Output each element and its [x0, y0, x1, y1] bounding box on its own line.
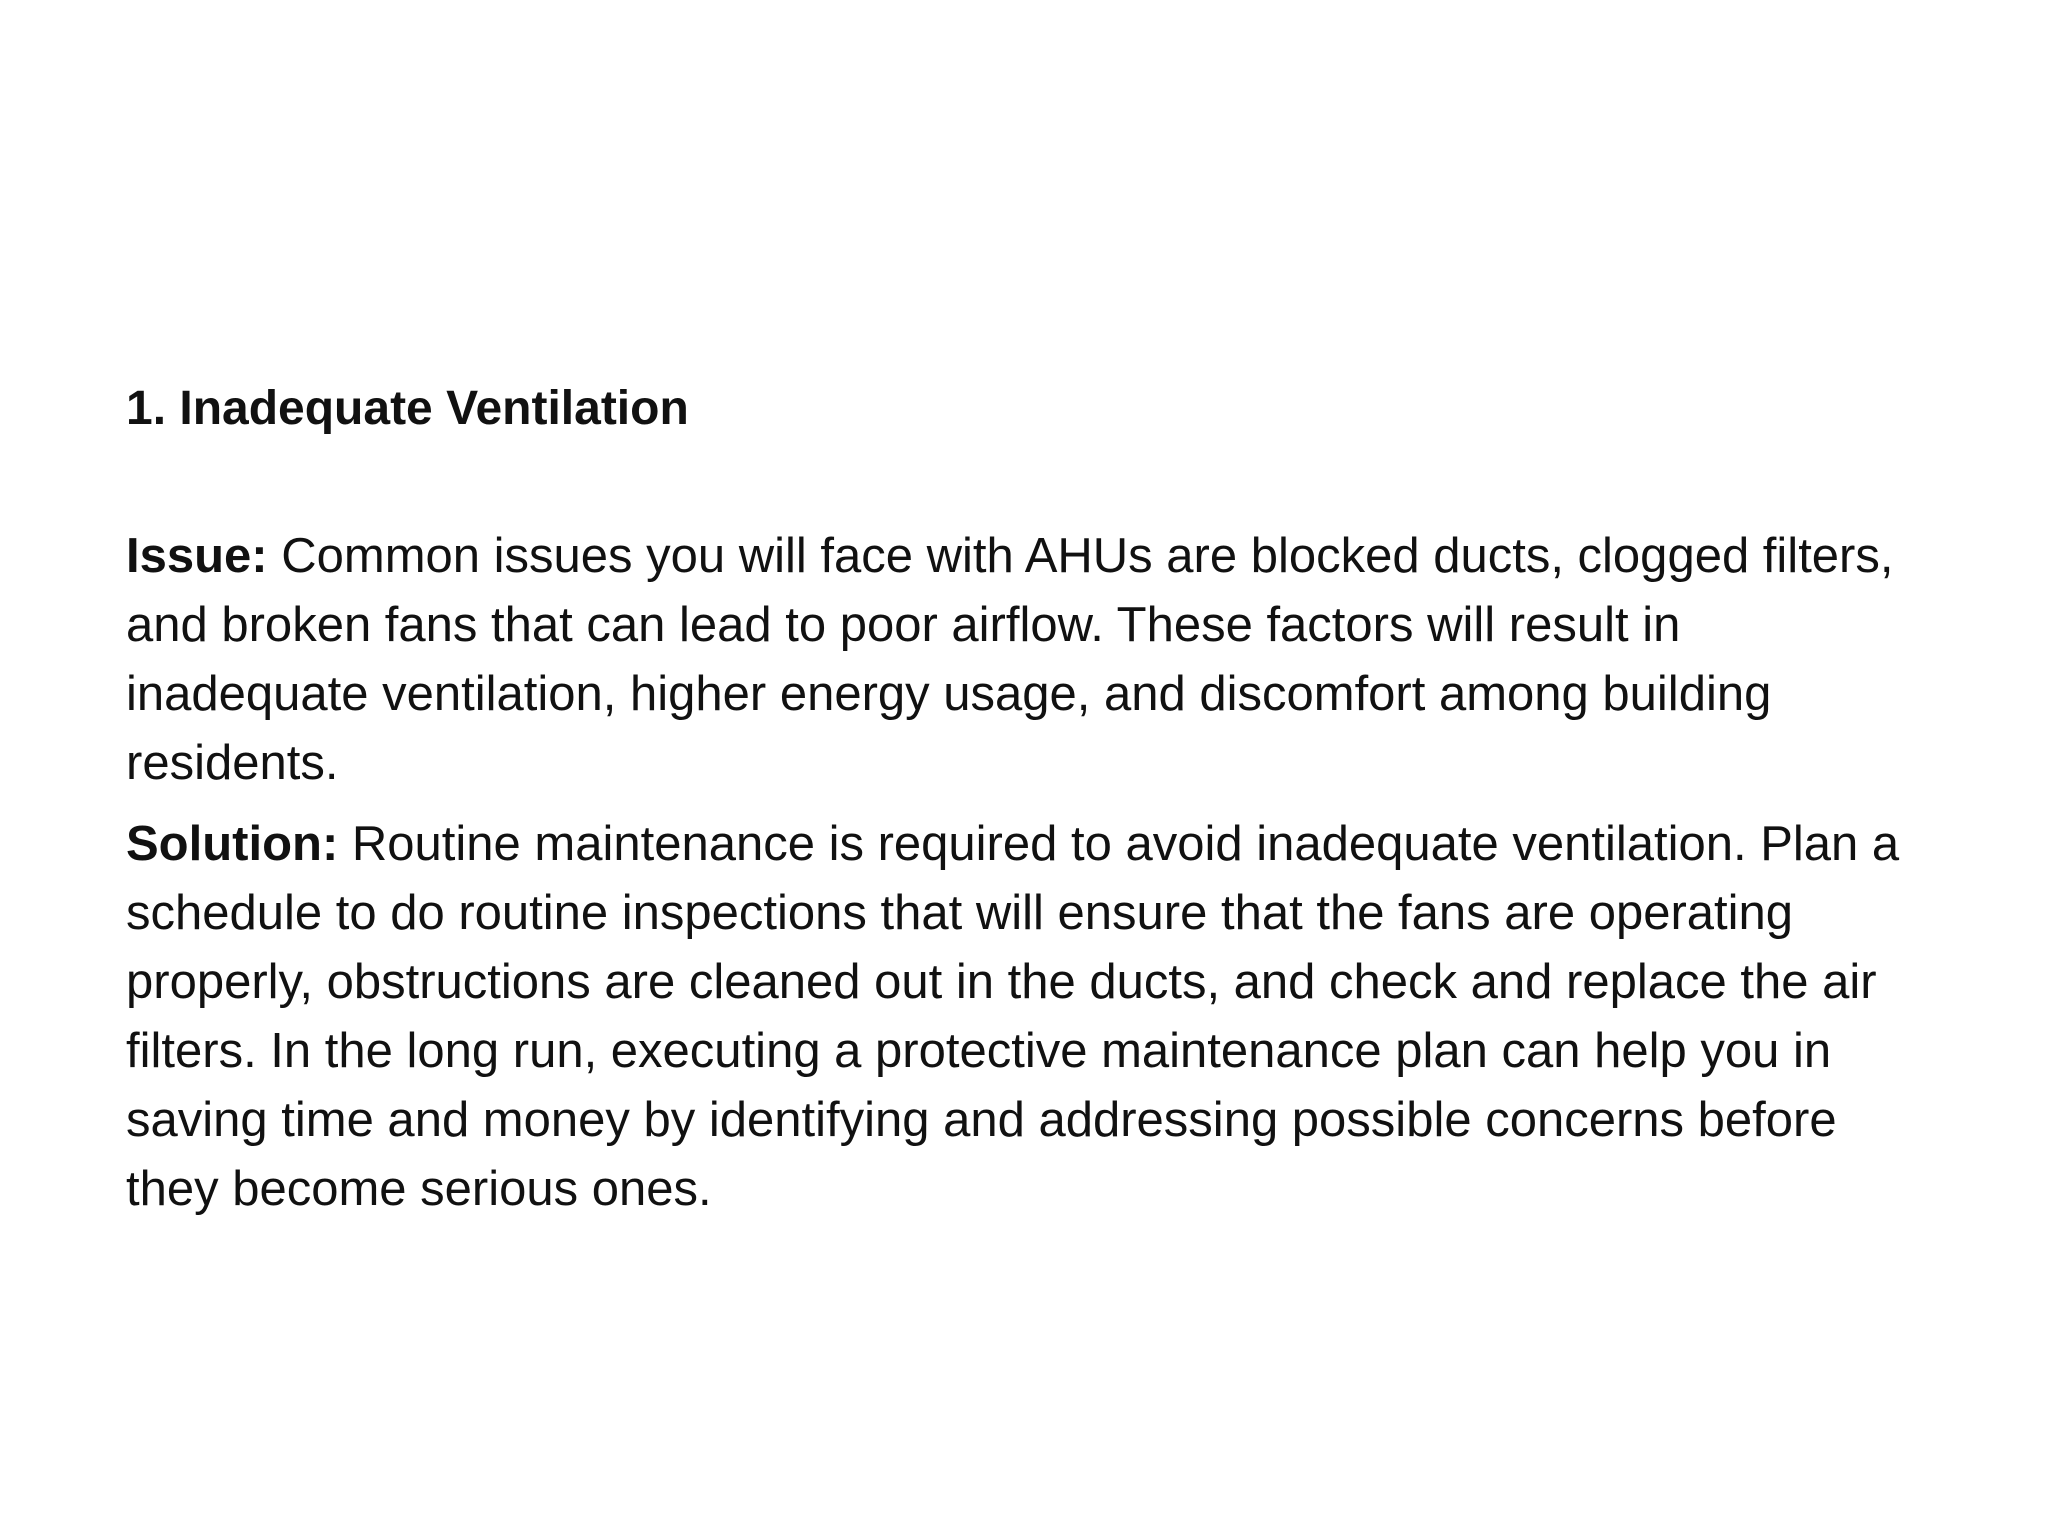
- issue-label: Issue:: [126, 529, 268, 583]
- issue-paragraph: [126, 522, 1926, 798]
- solution-label: Solution:: [126, 817, 339, 871]
- solution-text: Routine maintenance is required to avoid inadequate ventilation. Plan a schedule to do routine inspections that will ensure that the fans are operating properly, obstructions are cleaned out in the ducts, and check and replace the air filters. In the long run, executing a protective maintenance plan can help you in saving time and money by identifying and addressing possible concerns before they become serious ones.: [126, 817, 1900, 1216]
- solution-paragraph: [126, 810, 1926, 1224]
- slide-content: [126, 376, 1926, 1224]
- section-heading: 1. Inadequate Ventilation: [126, 382, 689, 435]
- issue-text: Common issues you will face with AHUs are blocked ducts, clogged filters, and broken fans that can lead to poor airflow. These factors will result in inadequate ventilation, higher energy usage, and discomfort among building residents.: [126, 529, 1894, 790]
